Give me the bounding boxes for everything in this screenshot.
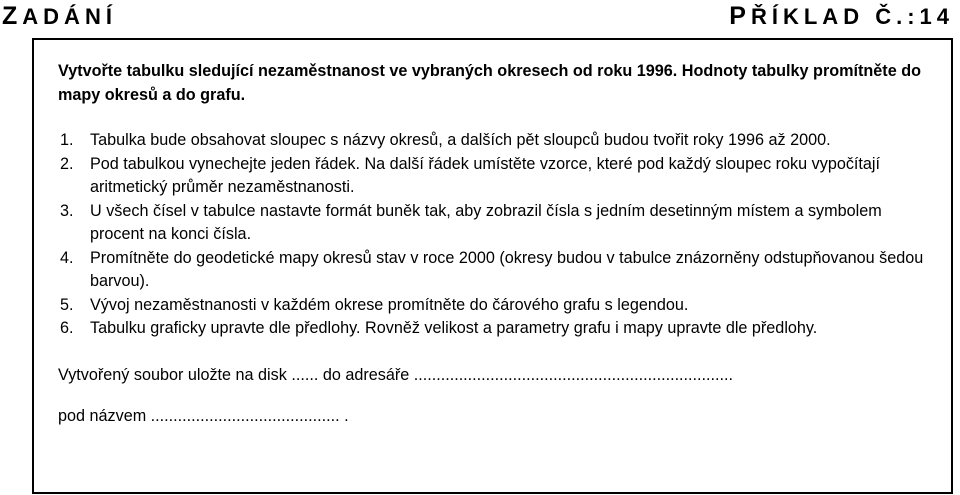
task-text: U všech čísel v tabulce nastavte formát buněk tak, aby zobrazil čísla s jedním desetinným místem a symbolem procent na konci čísla. <box>90 201 882 243</box>
task-number: 6. <box>60 319 74 337</box>
header-left-initial: Z <box>2 2 23 30</box>
header-left-rest: ADÁNÍ <box>22 4 117 29</box>
task-number: 4. <box>60 248 74 267</box>
header-title-priklad <box>729 2 954 31</box>
assignment-content <box>58 60 938 429</box>
task-number: 3. <box>60 201 74 220</box>
task-text: Vývoj nezaměstnanosti v každém okrese promítněte do čárového grafu s legendou. <box>90 295 689 314</box>
filename-instruction: pod názvem .......................................... . <box>58 407 349 425</box>
task-number: 1. <box>60 131 74 149</box>
task-text: Tabulka bude obsahovat sloupec s názvy okresů, a dalších pět sloupců budou tvořit roky 1996 až 2000. <box>90 131 831 149</box>
task-text: Promítněte do geodetické mapy okresů stav v roce 2000 (okresy budou v tabulce znázorněny odstupňovanou šedou barvou). <box>90 248 924 290</box>
task-item-4 <box>58 247 938 294</box>
assignment-box <box>32 38 953 494</box>
task-item-2 <box>58 153 938 200</box>
header-title-zadani <box>2 2 117 31</box>
header-right-rest: ŘÍKLAD Č.:14 <box>750 4 954 29</box>
task-text: Pod tabulkou vynechejte jeden řádek. Na další řádek umístěte vzorce, které pod každý sloupec roku vypočítají aritmetický průměr nezaměstnanosti. <box>90 154 881 196</box>
task-number: 2. <box>60 154 74 173</box>
task-item-3 <box>58 200 938 247</box>
task-list <box>58 129 938 341</box>
task-number: 5. <box>60 295 74 314</box>
task-item-6 <box>58 317 938 341</box>
header <box>0 0 960 40</box>
task-text: Tabulku graficky upravte dle předlohy. Rovněž velikost a parametry grafu i mapy upravte dle předlohy. <box>90 319 818 337</box>
task-item-1 <box>58 129 938 153</box>
save-instruction: Vytvořený soubor uložte na disk ...... do adresáře ....................................................................... <box>58 365 734 384</box>
task-item-5 <box>58 294 938 318</box>
header-right-initial: P <box>729 2 751 30</box>
intro-text: Vytvořte tabulku sledující nezaměstnanost ve vybraných okresech od roku 1996. Hodnoty tabulky promítněte do mapy okresů a do grafu. <box>58 62 921 104</box>
